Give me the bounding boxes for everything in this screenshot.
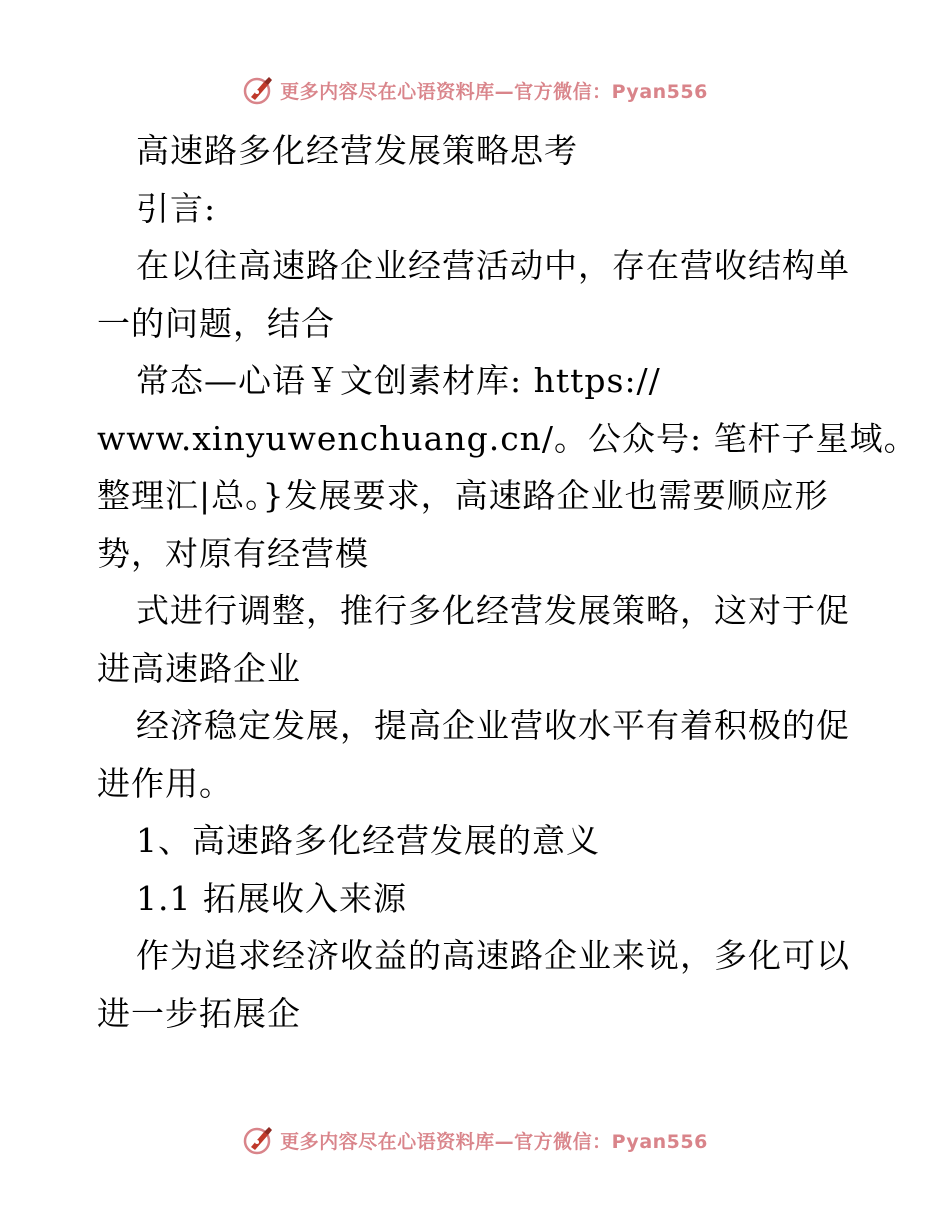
paragraph-line: 整理汇|总。}发展要求，高速路企业也需要顺应形: [97, 476, 829, 515]
pen-nib-logo-icon: [242, 74, 274, 106]
paragraph-line: 一的问题，结合: [97, 303, 335, 343]
header-banner-text: 更多内容尽在心语资料库—官方微信：Pyan556: [280, 80, 708, 103]
footer-watermark-banner: [0, 1120, 950, 1160]
section-heading-1: 1、高速路多化经营发展的意义: [136, 821, 600, 860]
pen-nib-logo-icon: [242, 1124, 274, 1156]
paragraph-line: 经济稳定发展，提高企业营收水平有着积极的促: [136, 706, 850, 745]
paragraph-line: 式进行调整，推行多化经营发展策略，这对于促: [136, 591, 850, 630]
document-title: 高速路多化经营发展策略思考: [136, 131, 578, 170]
paragraph-line: 进作用。: [97, 763, 233, 803]
paragraph-line: 在以往高速路企业经营活动中，存在营收结构单: [136, 246, 850, 285]
paragraph-line: 常态—心语￥文创素材库: https://: [136, 361, 661, 400]
paragraph-line: 进一步拓展企: [97, 993, 301, 1033]
footer-banner-text: 更多内容尽在心语资料库—官方微信：Pyan556: [280, 1130, 708, 1153]
section-heading-intro: 引言:: [136, 188, 217, 228]
subsection-heading-1-1: 1.1 拓展收入来源: [136, 878, 407, 918]
paragraph-line: 作为追求经济收益的高速路企业来说，多化可以: [136, 936, 850, 975]
document-body: [97, 122, 918, 1042]
paragraph-line: 进高速路企业: [97, 648, 301, 688]
paragraph-line: www.xinyuwenchuang.cn/。公众号: 笔杆子星域。: [97, 418, 918, 458]
paragraph-line: 势，对原有经营模: [97, 533, 369, 573]
header-watermark-banner: [0, 70, 950, 110]
